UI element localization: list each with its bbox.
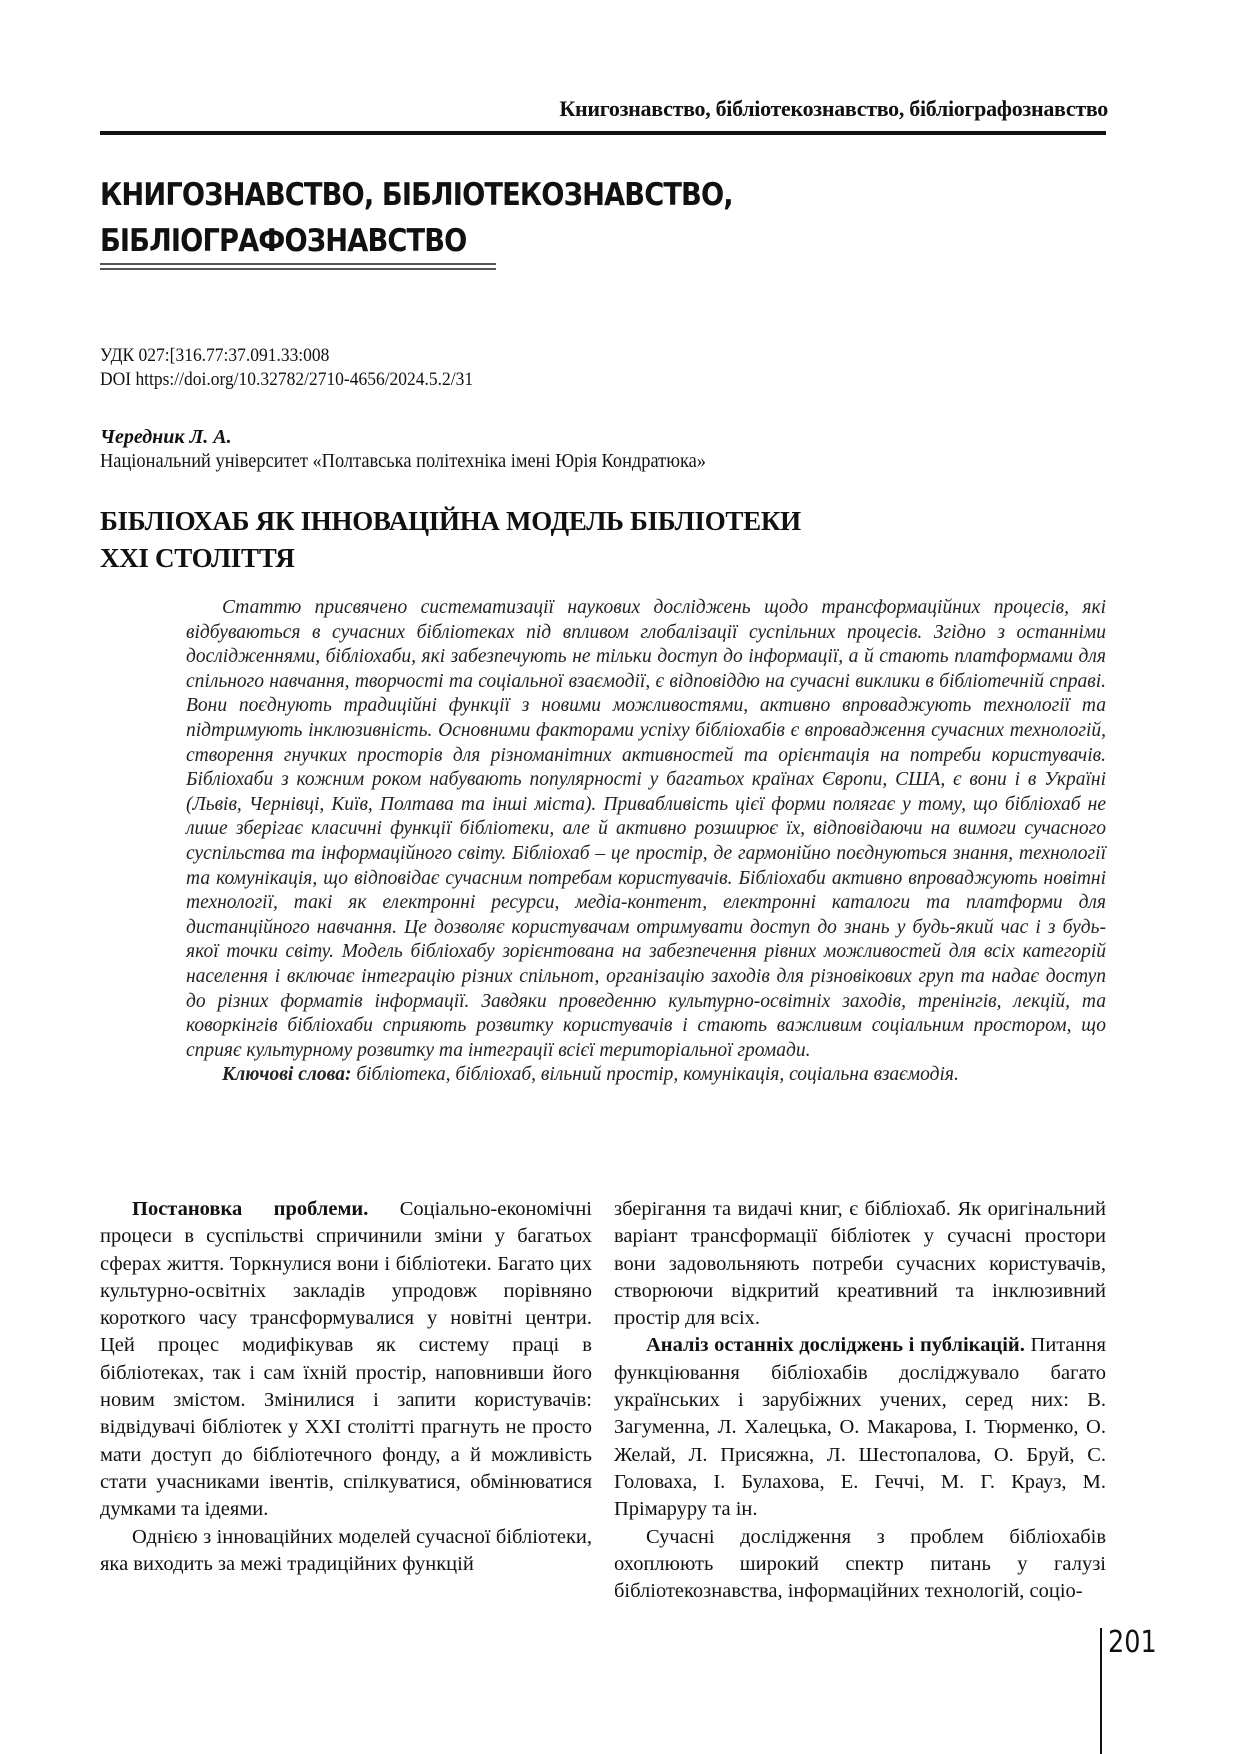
header-rule: [100, 131, 1106, 135]
keywords-label: Ключові слова:: [222, 1064, 352, 1086]
author-name: Чередник Л. А.: [100, 426, 232, 448]
keywords-list: бібліотека, бібліохаб, вільний простір, комунікація, соціальна взаємодія.: [351, 1064, 959, 1086]
paragraph-continued: зберігання та видачі книг, є бібліохаб. Як оригінальний варіант трансформації бібліотек у сучасні простори вони задовольняють потреби сучасних користувачів, створюючи відкритий креативний та інклюзивний простір для всіх.: [614, 1198, 1106, 1330]
paragraph: Сучасні дослідження з проблем бібліохабів охоплюють широкий спектр питань у галузі бібліотекознавства, інформаційних технологій, соціо-: [614, 1525, 1106, 1603]
abstract-text: Статтю присвячено систематизації наукових досліджень щодо трансформаційних процесів, які відбуваються в сучасних бібліотеках під впливом глобалізації суспільних процесів. Згідно з останніми дослідженнями, бібліохаби, які забезпечують не тільки доступ до інформації, а й стають платформами для спільного навчання, творчості та соціальної взаємодії, є відповіддю на сучасні виклики в бібліотечній справі. Вони поєднують традиційні функції з новими можливостями, активно впроваджують технології та підтримують інклюзивність. Основними факторами успіху бібліохабів є впровадження сучасних технологій, створення гнучких просторів для різноманітних активностей та орієнтація на потреби користувачів. Бібліохаби з кожним роком набувають популярності у багатьох країнах Європи, США, є вони і в Україні (Львів, Чернівці, Київ, Полтава та інші міста). Привабливість цієї форми полягає у тому, що бібліохаб не лише зберігає класичні функції бібліотеки, але й активно розширює їх, відповідаючи на вимоги сучасного суспільства та інформаційного світу. Бібліохаб – це простір, де гармонійно поєднуються знання, технології та комунікація, що відповідає сучасним потребам користувачів. Бібліохаби активно впроваджують новітні технології, такі як електронні ресурси, медіа-контент, електронні каталоги та платформи для дистанційного навчання. Це дозволяє користувачам отримувати доступ до знань у будь-який час і з будь-якої точки світу. Модель бібліохабу зорієнтована на забезпечення рівних можливостей для всіх категорій населення і включає інтеграцію різних спільнот, організацію заходів для різновікових груп та надає доступ до різних форматів інформації. Завдяки проведенню культурно-освітніх заходів, тренінгів, лекцій, та коворкінгів бібліохаби сприяють розвитку користувачів і стають важливим соціальним простором, що сприяє культурному розвитку та інтеграції всієї територіальної громади.: [186, 597, 1106, 1061]
author-block: [100, 425, 759, 473]
abstract: [186, 596, 1106, 1088]
section-title: [100, 172, 733, 264]
udc-code: УДК 027:[316.77:37.091.33:008: [100, 345, 330, 366]
body-column-left: [100, 1196, 592, 1578]
article-title-line-1: БІБЛІОХАБ ЯК ІННОВАЦІЙНА МОДЕЛЬ БІБЛІОТЕКИ: [100, 506, 801, 536]
article-title: [100, 503, 801, 577]
section-title-rule-bottom: [100, 268, 496, 270]
keywords: [186, 1063, 1106, 1088]
article-metadata: [100, 344, 506, 392]
heading-literature-review: Аналіз останніх досліджень і публікацій.: [646, 1334, 1025, 1357]
author-affiliation: Національний університет «Полтавська політехніка імені Юрія Кондратюка»: [100, 450, 706, 472]
paragraph-problem-statement: [100, 1196, 592, 1524]
body-column-right: [614, 1196, 1106, 1605]
page-number-rule: [1100, 1628, 1102, 1754]
doi-link[interactable]: DOI https://doi.org/10.32782/2710-4656/2024.5.2/31: [100, 369, 474, 390]
section-title-rule-top: [100, 263, 496, 265]
paragraph: Однією з інноваційних моделей сучасної бібліотеки, яка виходить за межі традиційних функцій: [100, 1525, 592, 1575]
running-header: Книгознавство, бібліотекознавство, бібліографознавство: [559, 96, 1108, 121]
paragraph-literature-review: [614, 1332, 1106, 1523]
literature-review-text: Питання функціювання бібліохабів досліджувало багато українських і зарубіжних учених, серед них: В. Загуменна, Л. Халецька, О. Макарова, І. Тюрменко, О. Желай, Л. Присяжна, Л. Шестопалова, О. Бруй, С. Головаха, І. Булахова, Е. Геччі, М. Г. Крауз, М. Прімаруру та ін.: [614, 1334, 1106, 1521]
problem-statement-text: Соціально-економічні процеси в суспільстві спричинили зміни у багатьох сферах життя. Торкнулися вони і бібліотеки. Багато цих культурно-освітніх закладів упродовж порівняно короткого часу трансформувалися у новітні центри. Цей процес модифікував як систему праці в бібліотеках, так і сам їхній простір, наповнивши його новим змістом. Змінилися і запити користувачів: відвідувачі бібліотек у XXI столітті прагнуть не просто мати доступ до бібліотечного фонду, а й можливість стати учасниками івентів, спілкуватися, обмінюватися думками та ідеями.: [100, 1198, 592, 1521]
heading-problem-statement: Постановка проблеми.: [132, 1198, 369, 1220]
article-title-line-2: XXI СТОЛІТТЯ: [100, 543, 295, 573]
page-number: 201: [1108, 1625, 1157, 1660]
section-title-line-2: БІБЛІОГРАФОЗНАВСТВО: [100, 223, 467, 259]
section-title-line-1: КНИГОЗНАВСТВО, БІБЛІОТЕКОЗНАВСТВО,: [100, 177, 733, 213]
